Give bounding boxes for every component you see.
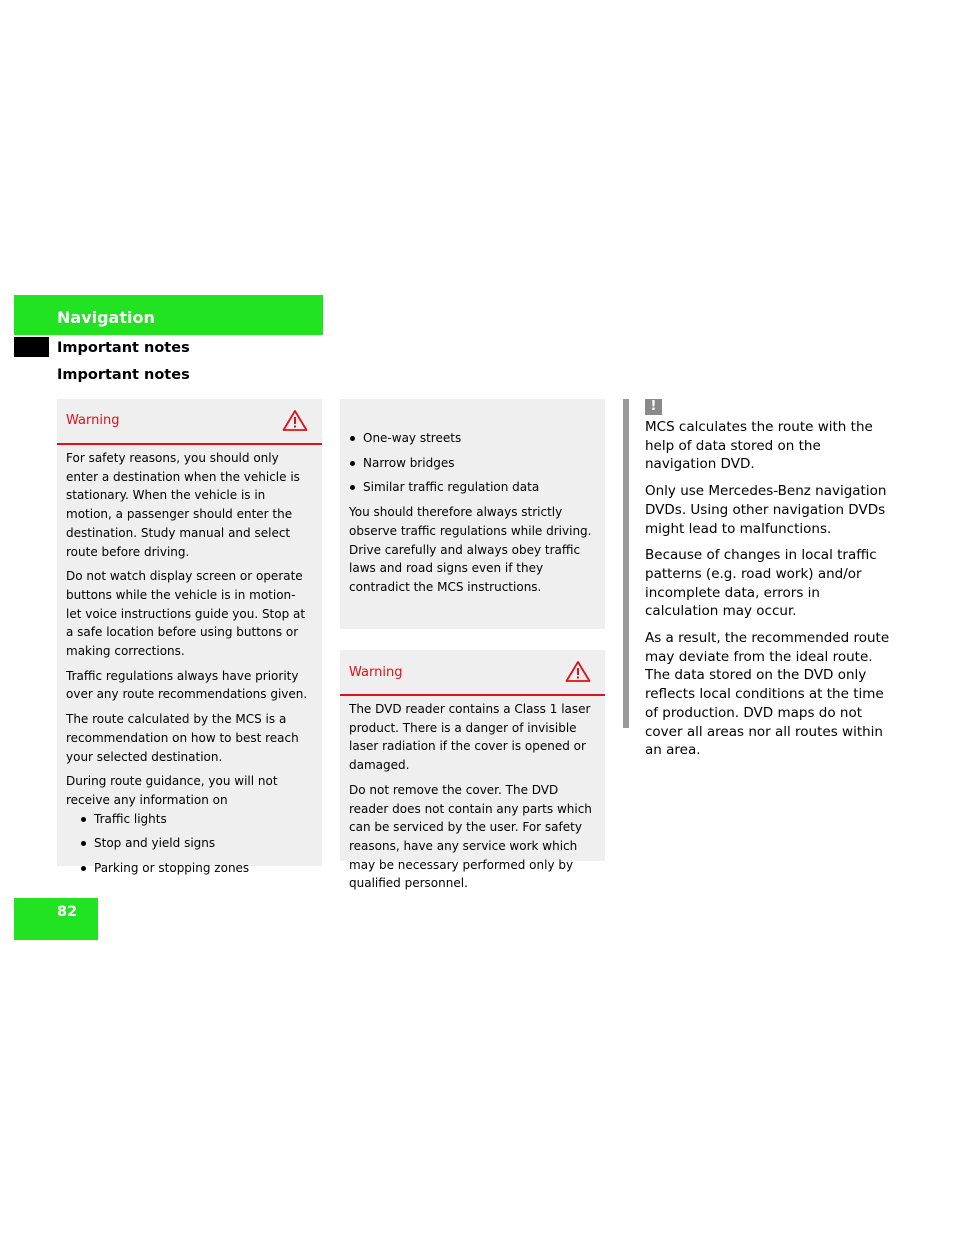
- section-title: Navigation: [57, 308, 155, 327]
- warning-header: [57, 399, 322, 445]
- subheading-secondary: Important notes: [57, 367, 190, 383]
- warning-label: Warning: [66, 413, 120, 428]
- list-item: Traffic lights: [66, 810, 314, 829]
- bullet-list: [335, 429, 597, 497]
- list-item: Parking or stopping zones: [66, 859, 314, 878]
- warning-box-dvd: [340, 650, 605, 891]
- warning-paragraph: Do not remove the cover. The DVD reader does not contain any parts which can be serviced by the user. For safety reasons, have any service work which may be necessary performed only by qualified personnel.: [349, 782, 592, 891]
- bullet-list: [66, 810, 314, 878]
- page-number: 82: [57, 904, 78, 920]
- warning-paragraph: The route calculated by the MCS is a recommendation on how to best reach your selected destination.: [66, 712, 299, 764]
- note-paragraph: As a result, the recommended route may deviate from the ideal route. The data stored on the DVD only reflects local conditions at the time of production. DVD maps do not cover all areas nor all routes within an area.: [645, 630, 890, 759]
- note-paragraph: Only use Mercedes-Benz navigation DVDs. Using other navigation DVDs might lead to malfunctions.: [645, 483, 887, 537]
- warning-label: Warning: [349, 665, 403, 680]
- warning-header: [340, 650, 605, 696]
- note-paragraph: Because of changes in local traffic patterns (e.g. road work) and/or incomplete data, errors in calculation may occur.: [645, 547, 877, 620]
- warning-paragraph: For safety reasons, you should only enter a destination when the vehicle is stationary. When the vehicle is in motion, a passenger should enter the destination. Study manual and select route before driving.: [66, 451, 300, 559]
- warning-paragraph: The DVD reader contains a Class 1 laser product. There is a danger of invisible laser radiation if the cover is opened or damaged.: [349, 702, 591, 773]
- list-item: Narrow bridges: [335, 454, 597, 473]
- warning-box-safety: [57, 399, 322, 876]
- page-number-box: [14, 898, 98, 940]
- warning-paragraph: During route guidance, you will not receive any information on: [66, 774, 278, 807]
- note-exclamation-icon: !: [645, 399, 662, 415]
- warning-triangle-icon: [282, 409, 308, 436]
- list-item: Stop and yield signs: [66, 834, 314, 853]
- note-text: [645, 418, 893, 768]
- section-marker: [14, 337, 49, 357]
- warning-paragraph: Traffic regulations always have priority over any route recommendations given.: [66, 668, 308, 702]
- subheading-primary: Important notes: [57, 340, 190, 356]
- list-item: Similar traffic regulation data: [335, 478, 597, 497]
- note-paragraph: MCS calculates the route with the help of data stored on the navigation DVD.: [645, 419, 873, 473]
- warning-paragraph: Do not watch display screen or operate buttons while the vehicle is in motion- let voice instructions guide you. Stop at a safe location before using buttons or making corrections.: [66, 569, 306, 659]
- warning-triangle-icon: [565, 660, 591, 687]
- continuation-box: [340, 399, 605, 629]
- list-item: One-way streets: [335, 429, 597, 448]
- continuation-paragraph: You should therefore always strictly observe traffic regulations while driving. Drive carefully and always obey traffic laws and road signs even if they contradict the MCS instructions.: [349, 505, 592, 594]
- note-side-bar: [623, 399, 629, 728]
